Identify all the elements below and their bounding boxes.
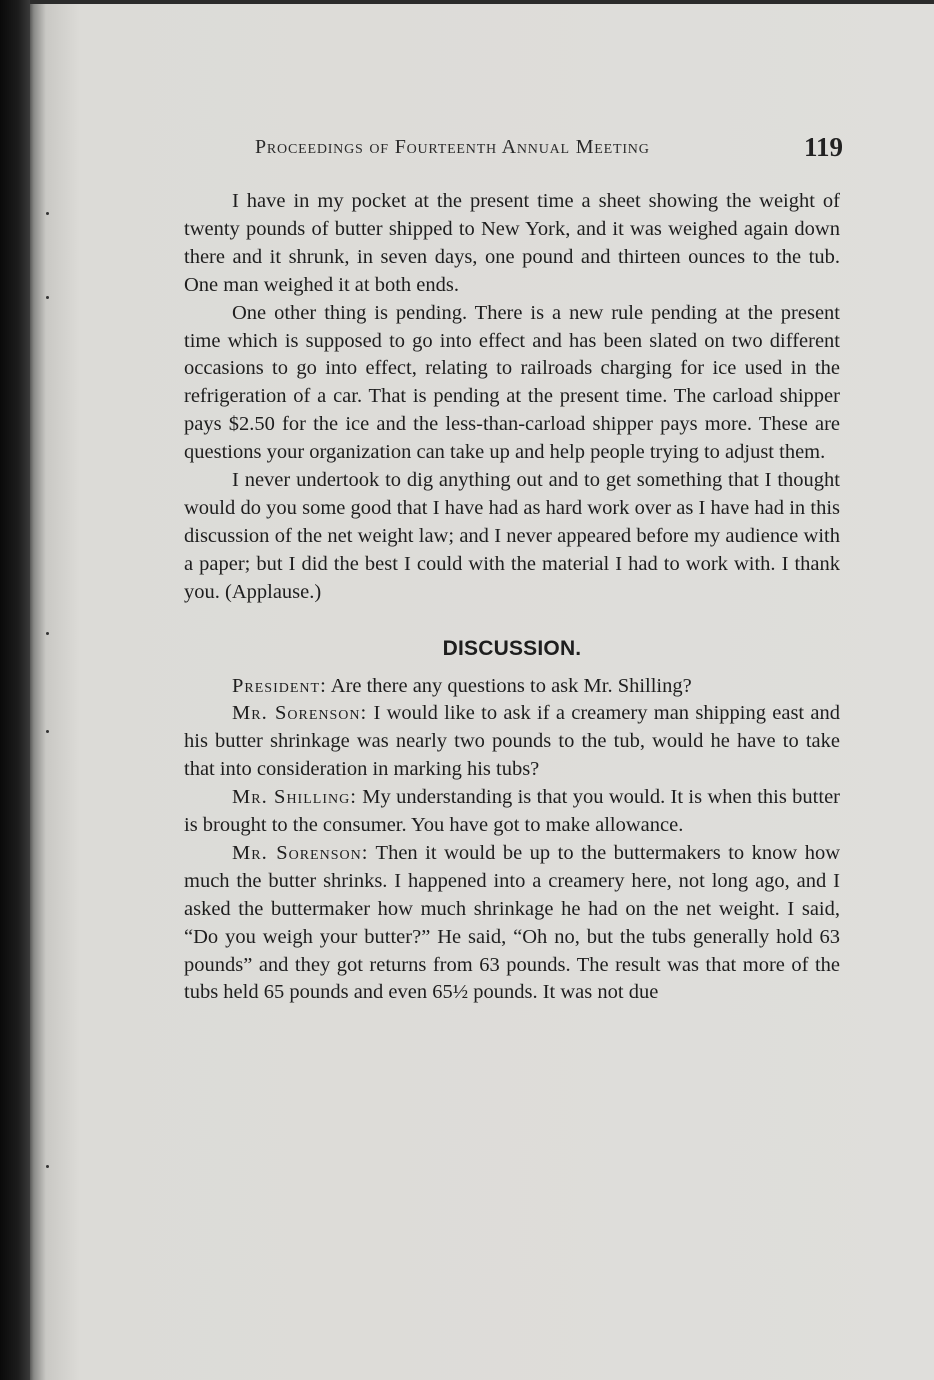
- speck: [46, 296, 49, 299]
- speaker-name: President:: [232, 674, 327, 697]
- speck: [46, 730, 49, 733]
- discussion-entry: [184, 700, 840, 784]
- section-heading: DISCUSSION.: [442, 636, 582, 660]
- speck: [46, 632, 49, 635]
- discussion-entry: [184, 784, 840, 840]
- speaker-name: Mr. Sorenson:: [232, 702, 368, 725]
- book-spine: [0, 0, 30, 1380]
- page-body: [184, 188, 840, 1007]
- page-number: 119: [803, 132, 843, 162]
- speck: [46, 212, 49, 215]
- speaker-name: Mr. Sorenson:: [232, 841, 369, 864]
- speech-text: I would like to ask if a creamery man shipping east and his butter shrinkage was nearly two pounds to the tub, would he have to take that into consideration in marking his tubs?: [184, 702, 841, 781]
- page-header: [255, 130, 845, 170]
- speck: [46, 1165, 49, 1168]
- speech-text: Are there any questions to ask Mr. Shilling?: [326, 674, 692, 697]
- speech-text: My understanding is that you would. It is when this butter is brought to the consumer. You have got to make allowance.: [184, 786, 840, 837]
- page-top-edge: [0, 0, 934, 4]
- paragraph: I never undertook to dig anything out and to get something that I thought would do you some good that I have had as hard work over as I have had in this discussion of the net weight law; and I never appeared before my audience with a paper; but I did the best I could with the material I had to work with. I thank you. (Applause.): [184, 469, 840, 603]
- paragraph: One other thing is pending. There is a new rule pending at the present time which is supposed to go into effect and has been slated on two different occasions to go into effect, relating to railroads charging for ice used in the refrigeration of a car. That is pending at the present time. The carload shipper pays $2.50 for the ice and the less-than-carload shipper pays more. These are questions your organization can take up and help people trying to adjust them.: [184, 301, 840, 464]
- running-head: Proceedings of Fourteenth Annual Meeting: [255, 136, 650, 158]
- speech-text: Then it would be up to the buttermakers to know how much the butter shrinks. I happened into a creamery here, not long ago, and I asked the buttermaker how much shrinkage he had on the net weight. I said, “Do you weigh your butter?” He said, “Oh no, but the tubs generally hold 63 pounds” and they got returns from 63 pounds. The result was that more of the tubs held 65 pounds and even 65½ pounds. It was not due: [184, 841, 841, 1004]
- paragraph: I have in my pocket at the present time a sheet showing the weight of twenty pounds of butter shipped to New York, and it was weighed again down there and it shrunk, in seven days, one pound and thirteen ounces to the tub. One man weighed it at both ends.: [184, 190, 840, 296]
- discussion-entry: [184, 673, 840, 701]
- speaker-name: Mr. Shilling:: [232, 786, 357, 809]
- discussion-entry: [184, 840, 840, 1007]
